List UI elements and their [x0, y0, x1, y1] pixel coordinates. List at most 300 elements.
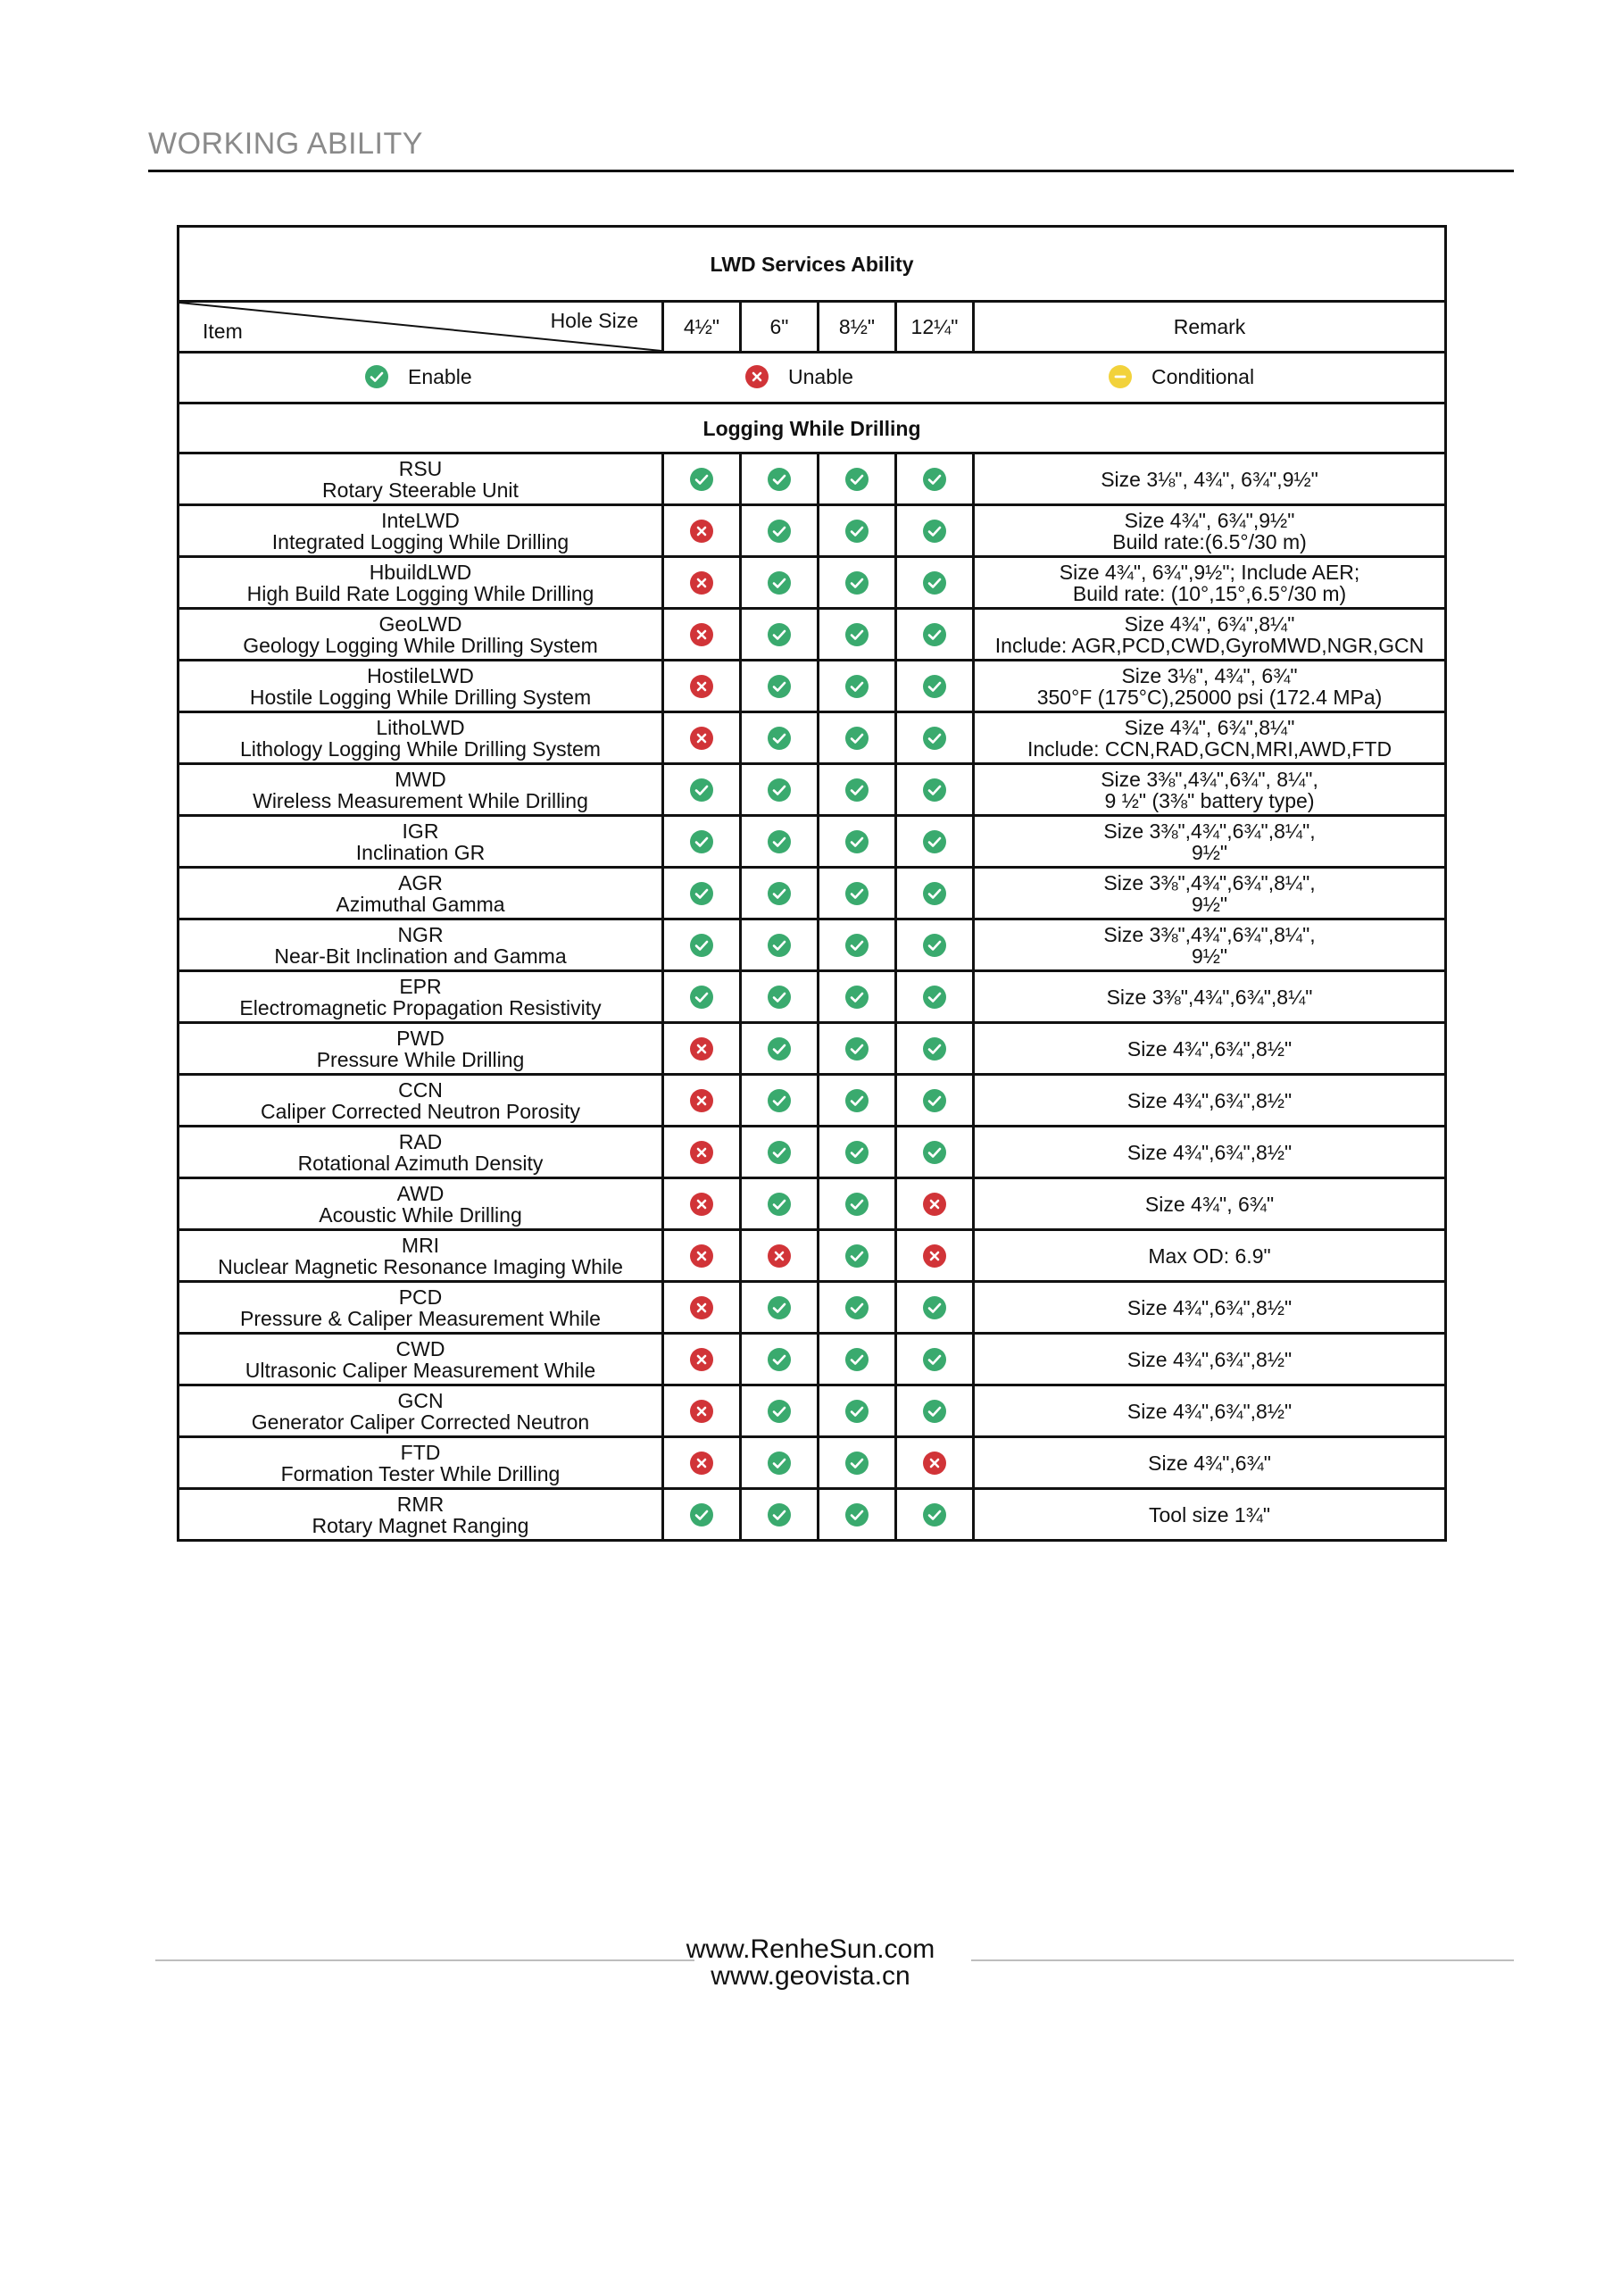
check-icon	[768, 1193, 791, 1216]
status-cell	[663, 1075, 741, 1127]
check-icon	[845, 830, 869, 853]
remark-line: 350°F (175°C),25000 psi (172.4 MPa)	[1036, 685, 1383, 709]
check-icon	[845, 520, 869, 543]
status-cell	[819, 1385, 896, 1437]
status-cell	[741, 971, 819, 1023]
status-cell	[819, 816, 896, 868]
table-row	[179, 1178, 1446, 1230]
table-row	[179, 661, 1446, 712]
footer-url-renhesun[interactable]: www.RenheSun.com	[686, 1934, 935, 1964]
check-icon	[923, 675, 946, 698]
remark-line: Size 4¾", 6¾",9½"	[1124, 508, 1295, 532]
check-icon	[923, 778, 946, 802]
legend-conditional	[1109, 365, 1254, 388]
status-cell	[819, 505, 896, 557]
status-cell	[896, 1334, 974, 1385]
remark-line: Max OD: 6.9"	[1148, 1244, 1271, 1268]
service-cell	[179, 1023, 663, 1075]
status-cell	[663, 919, 741, 971]
remark-line: Size 3⅜",4¾",6¾",8¼",	[1103, 922, 1316, 946]
service-cell	[179, 609, 663, 661]
check-icon	[768, 520, 791, 543]
status-cell	[896, 868, 974, 919]
check-icon	[845, 1037, 869, 1061]
status-cell	[819, 1230, 896, 1282]
remark-cell	[974, 712, 1446, 764]
size-header: 12¼"	[896, 302, 974, 353]
check-icon	[845, 1089, 869, 1112]
remark-header: Remark	[974, 302, 1446, 353]
service-name: Ultrasonic Caliper Measurement While	[245, 1358, 596, 1382]
check-icon	[845, 1452, 869, 1475]
service-name: Acoustic While Drilling	[319, 1202, 522, 1227]
status-cell	[819, 1489, 896, 1541]
remark-line: Build rate:(6.5°/30 m)	[1112, 529, 1307, 553]
service-name: Pressure & Caliper Measurement While	[240, 1306, 601, 1330]
service-code: PWD	[396, 1026, 445, 1050]
check-icon	[845, 1503, 869, 1527]
size-header: 8½"	[819, 302, 896, 353]
remark-line: Size 4¾", 6¾",8¼"	[1124, 715, 1295, 739]
status-cell	[741, 1437, 819, 1489]
check-icon	[923, 986, 946, 1009]
check-icon	[923, 623, 946, 646]
status-cell	[741, 505, 819, 557]
service-cell	[179, 1282, 663, 1334]
status-cell	[663, 1489, 741, 1541]
status-cell	[896, 1385, 974, 1437]
status-cell	[896, 1282, 974, 1334]
remark-line: Size 4¾",6¾",8½"	[1126, 1399, 1293, 1423]
service-cell	[179, 505, 663, 557]
item-header: Item	[203, 320, 243, 343]
cross-icon	[690, 520, 713, 543]
check-icon	[845, 882, 869, 905]
service-name: Hostile Logging While Drilling System	[249, 685, 592, 709]
table-row	[179, 1385, 1446, 1437]
remark-line: Size 4¾",6¾",8½"	[1126, 1036, 1293, 1061]
check-icon	[923, 1141, 946, 1164]
table-row	[179, 712, 1446, 764]
check-icon	[923, 1089, 946, 1112]
remark-line: 9 ½" (3⅜" battery type)	[1104, 788, 1315, 812]
status-cell	[663, 1334, 741, 1385]
remark-line: Size 3⅜",4¾",6¾",8¼"	[1106, 985, 1313, 1009]
table-row	[179, 1489, 1446, 1541]
status-cell	[663, 1178, 741, 1230]
remark-cell	[974, 661, 1446, 712]
status-cell	[741, 1127, 819, 1178]
check-icon	[845, 934, 869, 957]
status-cell	[819, 971, 896, 1023]
remark-line: Include: CCN,RAD,GCN,MRI,AWD,FTD	[1027, 736, 1392, 761]
check-icon	[768, 1348, 791, 1371]
remark-line: Size 4¾",6¾"	[1148, 1451, 1271, 1475]
service-code: CWD	[395, 1336, 445, 1360]
status-cell	[741, 1334, 819, 1385]
check-icon	[768, 571, 791, 595]
hole-size-header: Hole Size	[550, 309, 638, 332]
status-cell	[819, 609, 896, 661]
check-icon	[768, 1503, 791, 1527]
remark-cell	[974, 971, 1446, 1023]
service-cell	[179, 764, 663, 816]
service-code: RAD	[398, 1129, 443, 1153]
status-cell	[663, 1282, 741, 1334]
status-cell	[741, 1075, 819, 1127]
check-icon	[768, 1141, 791, 1164]
status-cell	[819, 1023, 896, 1075]
cross-icon	[923, 1452, 946, 1475]
cross-icon	[690, 1089, 713, 1112]
cross-icon	[690, 1141, 713, 1164]
status-cell	[896, 816, 974, 868]
service-code: MRI	[401, 1233, 440, 1257]
legend-unable	[745, 365, 853, 388]
remark-cell	[974, 816, 1446, 868]
status-cell	[741, 1178, 819, 1230]
service-cell	[179, 1178, 663, 1230]
service-code: NGR	[397, 922, 444, 946]
service-cell	[179, 1230, 663, 1282]
cross-icon	[690, 1400, 713, 1423]
service-name: Rotary Steerable Unit	[322, 478, 519, 502]
table-row	[179, 1023, 1446, 1075]
legend-label: Conditional	[1151, 365, 1255, 388]
item-holesize-header	[179, 302, 663, 353]
table-row	[179, 609, 1446, 661]
remark-cell	[974, 557, 1446, 609]
status-cell	[663, 1230, 741, 1282]
service-name: Rotational Azimuth Density	[297, 1151, 544, 1175]
status-cell	[741, 712, 819, 764]
remark-cell	[974, 505, 1446, 557]
cross-icon	[690, 1193, 713, 1216]
cross-icon	[690, 571, 713, 595]
legend-label: Enable	[408, 365, 472, 388]
section-title: Logging While Drilling	[179, 403, 1446, 453]
remark-cell	[974, 609, 1446, 661]
service-code: PCD	[398, 1285, 443, 1309]
status-cell	[896, 712, 974, 764]
service-cell	[179, 1075, 663, 1127]
status-cell	[663, 505, 741, 557]
status-cell	[663, 609, 741, 661]
service-cell	[179, 1489, 663, 1541]
check-icon	[845, 468, 869, 491]
remark-cell	[974, 1178, 1446, 1230]
service-name: Wireless Measurement While Drilling	[253, 788, 588, 812]
status-cell	[896, 1023, 974, 1075]
service-name: Pressure While Drilling	[316, 1047, 525, 1071]
check-icon	[768, 623, 791, 646]
status-cell	[896, 557, 974, 609]
remark-cell	[974, 1230, 1446, 1282]
status-cell	[741, 1385, 819, 1437]
remark-line: Size 4¾",6¾",8½"	[1126, 1140, 1293, 1164]
service-name: Formation Tester While Drilling	[280, 1461, 561, 1485]
service-code: RMR	[396, 1492, 445, 1516]
cross-icon	[690, 1348, 713, 1371]
service-cell	[179, 868, 663, 919]
service-code: AGR	[398, 870, 443, 894]
check-icon	[845, 675, 869, 698]
check-icon	[768, 1089, 791, 1112]
status-cell	[663, 661, 741, 712]
check-icon	[845, 727, 869, 750]
check-icon	[768, 727, 791, 750]
remark-line: Size 4¾", 6¾",8¼"	[1124, 611, 1295, 636]
status-cell	[741, 1489, 819, 1541]
status-cell	[819, 1282, 896, 1334]
status-cell	[896, 764, 974, 816]
check-icon	[690, 778, 713, 802]
status-cell	[663, 816, 741, 868]
service-name: Integrated Logging While Drilling	[271, 529, 569, 553]
service-cell	[179, 816, 663, 868]
service-cell	[179, 453, 663, 505]
table-row	[179, 971, 1446, 1023]
table-row	[179, 453, 1446, 505]
service-code: HostileLWD	[367, 663, 474, 687]
table-row	[179, 1127, 1446, 1178]
service-cell	[179, 1334, 663, 1385]
page-header: WORKING ABILITY	[148, 127, 423, 161]
remark-line: 9½"	[1191, 944, 1228, 968]
status-cell	[819, 1437, 896, 1489]
remark-cell	[974, 868, 1446, 919]
remark-line: Size 4¾", 6¾",9½"; Include AER;	[1059, 560, 1360, 584]
service-cell	[179, 1127, 663, 1178]
cross-icon	[690, 1296, 713, 1319]
remark-line: 9½"	[1191, 840, 1228, 864]
status-cell	[819, 919, 896, 971]
service-name: High Build Rate Logging While Drilling	[246, 581, 594, 605]
service-code: LithoLWD	[376, 715, 465, 739]
status-cell	[663, 1385, 741, 1437]
cross-icon	[768, 1244, 791, 1268]
header-divider	[148, 170, 1514, 172]
cross-icon	[690, 675, 713, 698]
status-cell	[741, 609, 819, 661]
service-cell	[179, 1437, 663, 1489]
service-code: EPR	[399, 974, 442, 998]
table-row	[179, 816, 1446, 868]
service-cell	[179, 971, 663, 1023]
check-icon	[845, 623, 869, 646]
service-name: Caliper Corrected Neutron Porosity	[261, 1099, 580, 1123]
remark-cell	[974, 1334, 1446, 1385]
service-name: Nuclear Magnetic Resonance Imaging While	[218, 1254, 623, 1278]
status-cell	[741, 557, 819, 609]
check-icon	[923, 520, 946, 543]
status-cell	[896, 1489, 974, 1541]
remark-cell	[974, 919, 1446, 971]
check-icon	[690, 934, 713, 957]
table-row	[179, 557, 1446, 609]
status-cell	[741, 1230, 819, 1282]
cross-icon	[745, 365, 769, 388]
service-cell	[179, 1385, 663, 1437]
cross-icon	[923, 1193, 946, 1216]
check-icon	[768, 778, 791, 802]
status-cell	[896, 1178, 974, 1230]
check-icon	[923, 1400, 946, 1423]
service-name: Generator Caliper Corrected Neutron	[251, 1410, 590, 1434]
check-icon	[768, 882, 791, 905]
status-cell	[896, 971, 974, 1023]
remark-cell	[974, 1075, 1446, 1127]
remark-line: Size 3⅜",4¾",6¾", 8¼",	[1101, 767, 1318, 791]
status-cell	[819, 868, 896, 919]
remark-cell	[974, 1489, 1446, 1541]
status-cell	[819, 1334, 896, 1385]
service-code: AWD	[396, 1181, 445, 1205]
status-cell	[741, 816, 819, 868]
table-row	[179, 919, 1446, 971]
service-name: Electromagnetic Propagation Resistivity	[239, 995, 602, 1019]
size-header: 6"	[741, 302, 819, 353]
remark-line: Size 3⅜",4¾",6¾",8¼",	[1103, 870, 1316, 894]
remark-line: Include: AGR,PCD,CWD,GyroMWD,NGR,GCN	[994, 633, 1425, 657]
service-name: Lithology Logging While Drilling System	[240, 736, 601, 761]
remark-cell	[974, 1437, 1446, 1489]
check-icon	[923, 1037, 946, 1061]
check-icon	[923, 1503, 946, 1527]
check-icon	[845, 1400, 869, 1423]
status-cell	[741, 919, 819, 971]
table-row	[179, 868, 1446, 919]
check-icon	[845, 1141, 869, 1164]
status-cell	[741, 1023, 819, 1075]
status-cell	[741, 661, 819, 712]
service-name: Geology Logging While Drilling System	[243, 633, 598, 657]
service-cell	[179, 712, 663, 764]
status-cell	[741, 764, 819, 816]
cross-icon	[690, 1244, 713, 1268]
status-cell	[741, 453, 819, 505]
status-cell	[819, 712, 896, 764]
check-icon	[768, 1037, 791, 1061]
status-cell	[896, 1075, 974, 1127]
check-icon	[923, 830, 946, 853]
check-icon	[845, 571, 869, 595]
check-icon	[365, 365, 388, 388]
remark-line: Size 3⅛", 4¾", 6¾",9½"	[1101, 467, 1318, 491]
service-code: GCN	[397, 1388, 444, 1412]
table-row	[179, 505, 1446, 557]
status-cell	[741, 1282, 819, 1334]
remark-cell	[974, 1385, 1446, 1437]
legend	[179, 353, 1446, 403]
status-cell	[896, 661, 974, 712]
lwd-services-table	[177, 225, 1447, 1542]
status-cell	[663, 764, 741, 816]
remark-line: Tool size 1¾"	[1149, 1502, 1271, 1527]
check-icon	[690, 468, 713, 491]
remark-cell	[974, 1282, 1446, 1334]
check-icon	[690, 830, 713, 853]
service-name: Rotary Magnet Ranging	[312, 1513, 529, 1537]
check-icon	[923, 1348, 946, 1371]
check-icon	[845, 986, 869, 1009]
service-code: MWD	[395, 767, 446, 791]
footer-url-geovista[interactable]: www.geovista.cn	[711, 1961, 910, 1991]
status-cell	[663, 557, 741, 609]
cross-icon	[690, 623, 713, 646]
status-cell	[663, 971, 741, 1023]
service-name: Inclination GR	[355, 840, 486, 864]
status-cell	[819, 1127, 896, 1178]
service-code: IGR	[402, 819, 439, 843]
legend-enable	[365, 365, 472, 388]
check-icon	[845, 1296, 869, 1319]
service-name: Azimuthal Gamma	[336, 892, 505, 916]
service-code: RSU	[398, 456, 443, 480]
remark-line: Build rate: (10°,15°,6.5°/30 m)	[1072, 581, 1347, 605]
status-cell	[663, 1437, 741, 1489]
check-icon	[845, 778, 869, 802]
status-cell	[663, 453, 741, 505]
table-row	[179, 1282, 1446, 1334]
status-cell	[896, 453, 974, 505]
remark-line: Size 4¾",6¾",8½"	[1126, 1295, 1293, 1319]
status-cell	[896, 919, 974, 971]
check-icon	[923, 934, 946, 957]
status-cell	[819, 1075, 896, 1127]
check-icon	[768, 1400, 791, 1423]
check-icon	[923, 571, 946, 595]
status-cell	[896, 1127, 974, 1178]
check-icon	[923, 1296, 946, 1319]
check-icon	[690, 882, 713, 905]
table-row	[179, 1075, 1446, 1127]
service-code: FTD	[400, 1440, 441, 1464]
status-cell	[896, 505, 974, 557]
check-icon	[845, 1348, 869, 1371]
check-icon	[768, 468, 791, 491]
check-icon	[845, 1193, 869, 1216]
cross-icon	[690, 727, 713, 750]
status-cell	[819, 764, 896, 816]
cross-icon	[923, 1244, 946, 1268]
table-row	[179, 1334, 1446, 1385]
check-icon	[768, 675, 791, 698]
service-code: CCN	[398, 1077, 443, 1102]
status-cell	[663, 1127, 741, 1178]
remark-line: Size 3⅜",4¾",6¾",8¼",	[1103, 819, 1316, 843]
check-icon	[690, 1503, 713, 1527]
remark-cell	[974, 764, 1446, 816]
service-code: HbuildLWD	[369, 560, 472, 584]
cross-icon	[690, 1037, 713, 1061]
service-code: InteLWD	[381, 508, 460, 532]
status-cell	[819, 557, 896, 609]
check-icon	[768, 986, 791, 1009]
service-cell	[179, 919, 663, 971]
status-cell	[819, 453, 896, 505]
service-name: Near-Bit Inclination and Gamma	[274, 944, 567, 968]
remark-line: Size 4¾",6¾",8½"	[1126, 1347, 1293, 1371]
cross-icon	[690, 1452, 713, 1475]
status-cell	[663, 712, 741, 764]
check-icon	[768, 830, 791, 853]
check-icon	[845, 1244, 869, 1268]
check-icon	[768, 934, 791, 957]
check-icon	[768, 1296, 791, 1319]
status-cell	[663, 1023, 741, 1075]
check-icon	[690, 986, 713, 1009]
